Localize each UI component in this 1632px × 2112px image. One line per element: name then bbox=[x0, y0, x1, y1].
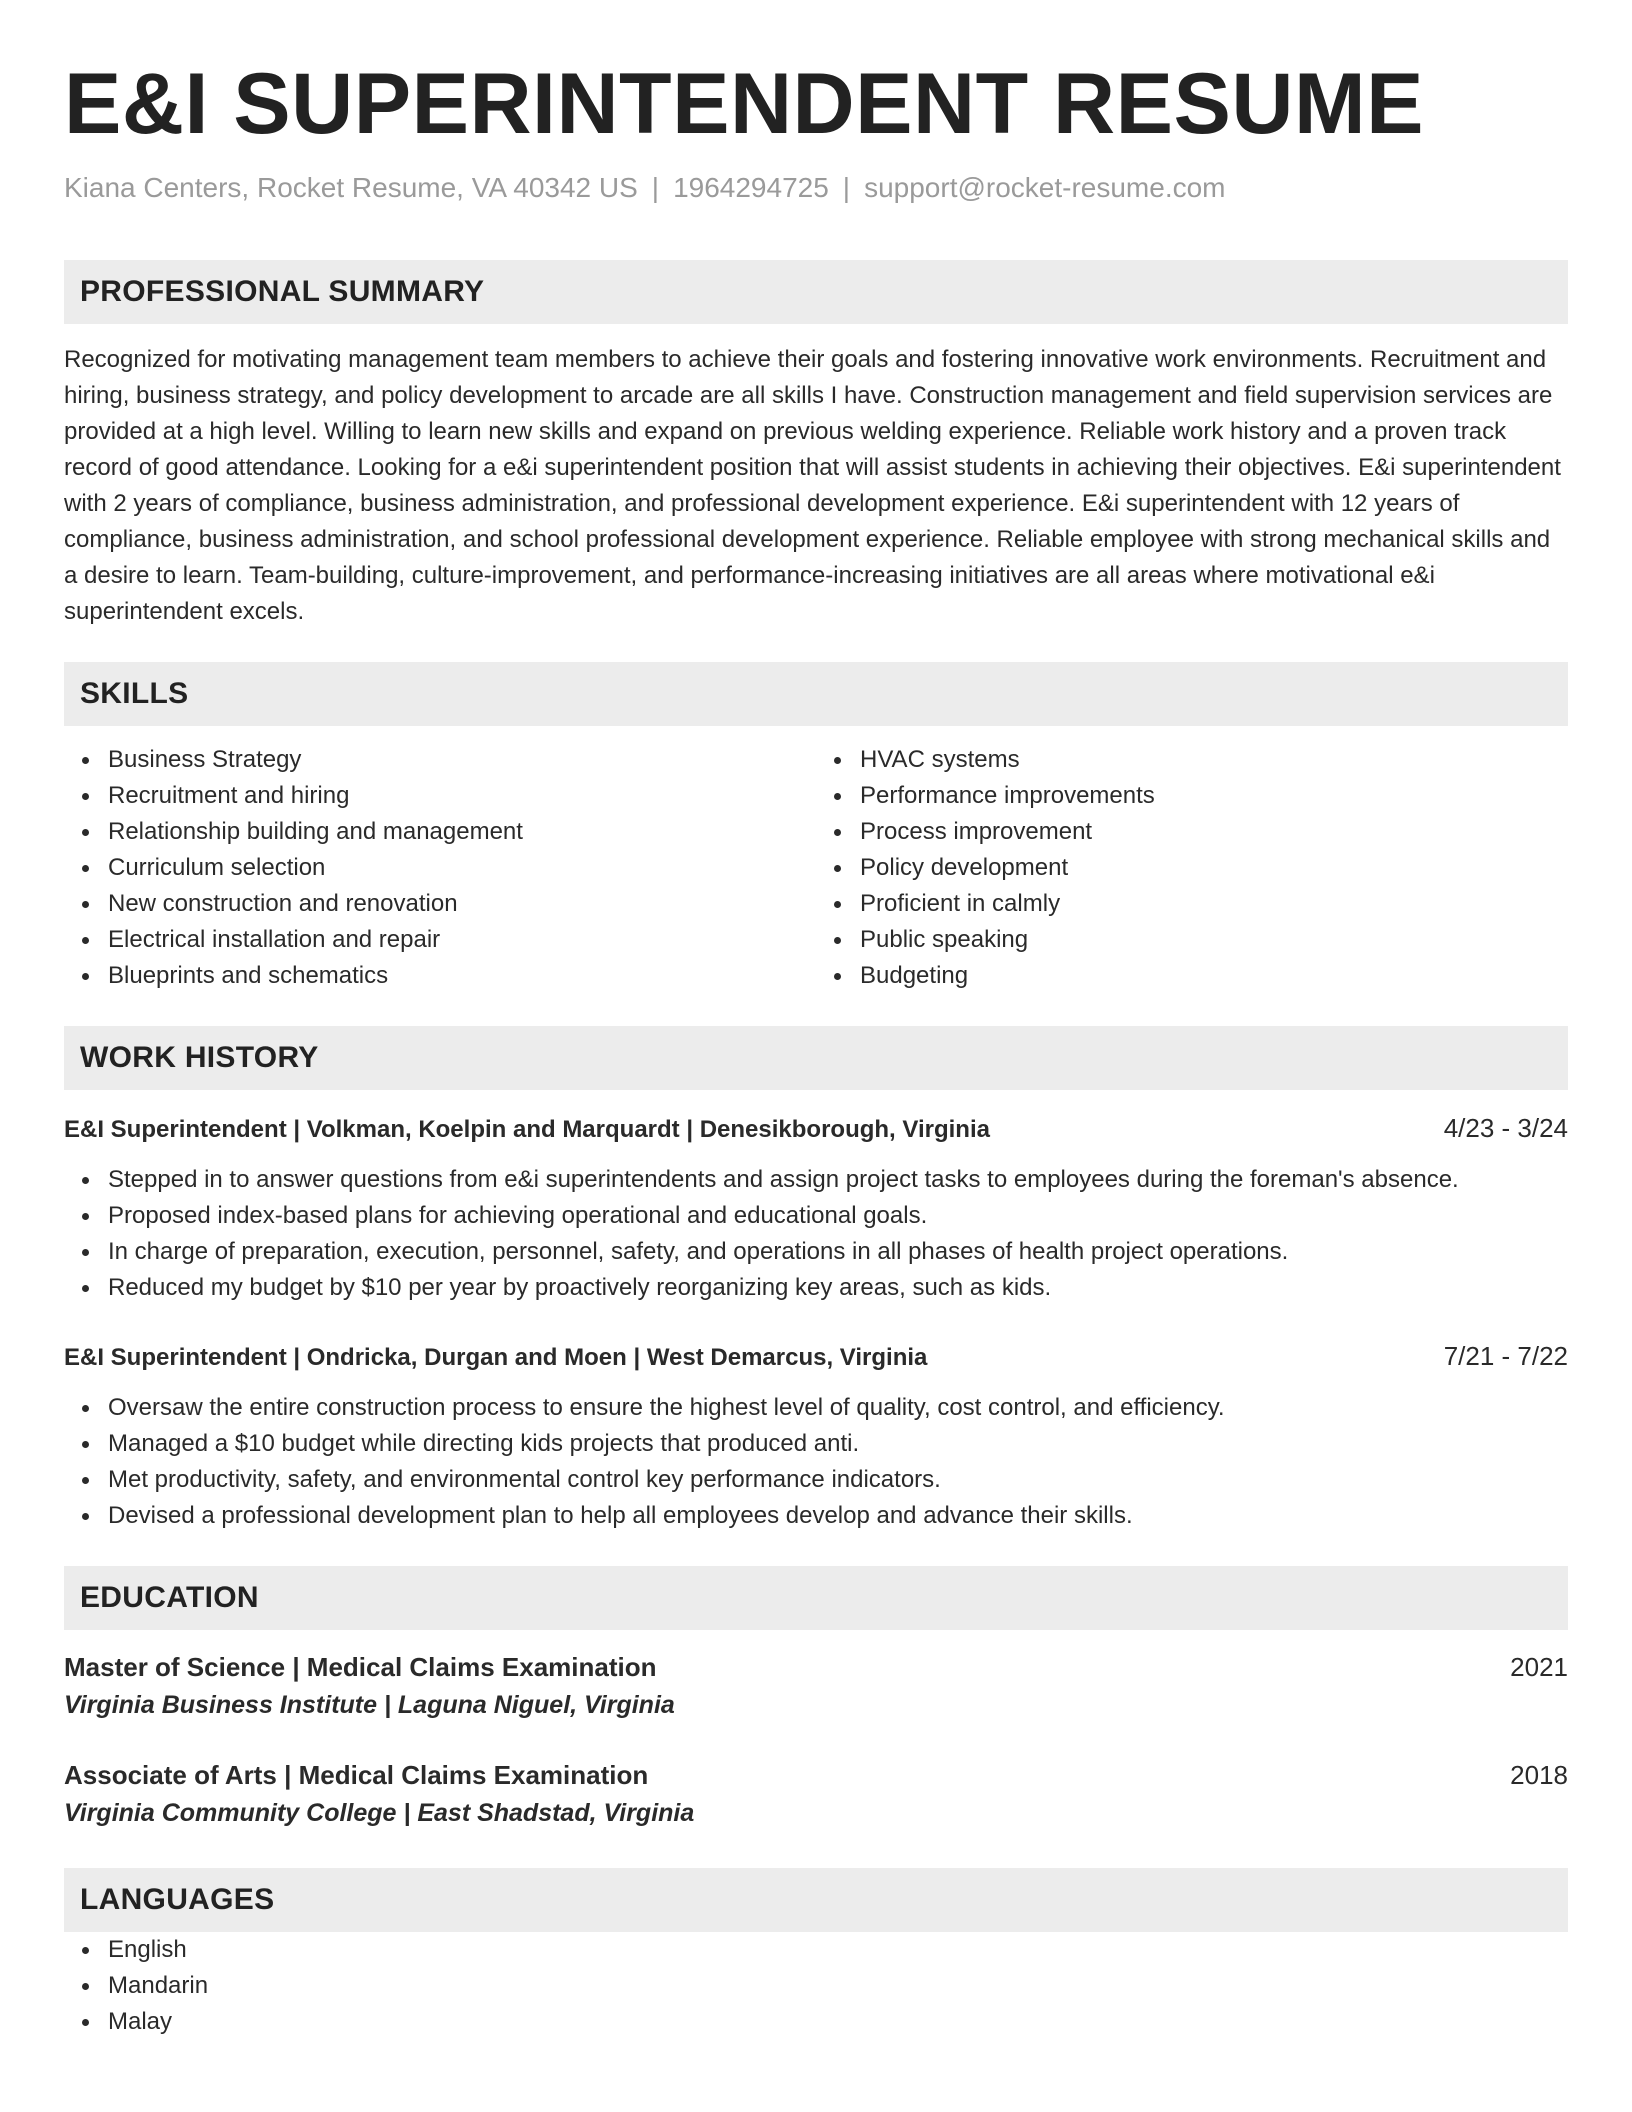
summary-text: Recognized for motivating management team members to achieve their goals and fostering innovative work environments. Recruitment and hiring, business strategy, and policy development to arcade are all skills I have. Construction management and field supervision services are provided at a high level. Willing to learn new skills and expand on previous welding experience. Reliable work history and a proven track record of good attendance. Looking for a e&i superintendent position that will assist students in achieving their objectives. E&i superintendent with 2 years of compliance, business administration, and professional development experience. E&i superintendent with 12 years of compliance, business administration, and school professional development experience. Reliable employee with strong mechanical skills and a desire to learn. Team-building, culture-improvement, and performance-increasing initiatives are all areas where motivational e&i superintendent excels. bbox=[64, 346, 1561, 625]
job-bullet: Met productivity, safety, and environmental control key performance indicators. bbox=[108, 1462, 1568, 1498]
job-bullet: Managed a $10 budget while directing kids projects that produced anti. bbox=[108, 1426, 1568, 1462]
school: Virginia Business Institute | Laguna Niguel, Virginia bbox=[64, 1691, 675, 1719]
skill-item: Curriculum selection bbox=[108, 850, 816, 886]
skill-item: New construction and renovation bbox=[108, 886, 816, 922]
education-entry bbox=[64, 1756, 1568, 1832]
job-title: E&I Superintendent | Ondricka, Durgan and Moen | West Demarcus, Virginia bbox=[64, 1344, 928, 1371]
skill-item: HVAC systems bbox=[860, 742, 1568, 778]
job-dates: 7/21 - 7/22 bbox=[1443, 1341, 1568, 1371]
skill-item: Recruitment and hiring bbox=[108, 778, 816, 814]
skill-item: Blueprints and schematics bbox=[108, 958, 816, 994]
skills-column-left bbox=[64, 742, 816, 994]
contact-phone: 1964294725 bbox=[673, 172, 829, 203]
resume-title: E&I SUPERINTENDENT RESUME bbox=[64, 56, 1424, 152]
skill-item: Policy development bbox=[860, 850, 1568, 886]
section-heading-languages: LANGUAGES bbox=[64, 1868, 1568, 1932]
skill-item: Electrical installation and repair bbox=[108, 922, 816, 958]
education-header bbox=[64, 1756, 1568, 1794]
job-bullets bbox=[64, 1390, 1568, 1534]
education-header bbox=[64, 1648, 1568, 1686]
skills-column-right bbox=[816, 742, 1568, 994]
skills-grid bbox=[64, 742, 1568, 994]
job-title: E&I Superintendent | Volkman, Koelpin and Marquardt | Denesikborough, Virginia bbox=[64, 1116, 990, 1143]
job-dates: 4/23 - 3/24 bbox=[1443, 1113, 1568, 1143]
skill-item: Relationship building and management bbox=[108, 814, 816, 850]
contact-line bbox=[64, 168, 1568, 208]
job-bullet: Devised a professional development plan to help all employees develop and advance their skills. bbox=[108, 1498, 1568, 1534]
language-item: English bbox=[108, 1932, 1568, 1968]
skill-item: Budgeting bbox=[860, 958, 1568, 994]
job-bullets bbox=[64, 1162, 1568, 1306]
job-bullet: Oversaw the entire construction process to ensure the highest level of quality, cost control, and efficiency. bbox=[108, 1390, 1568, 1426]
education-entry bbox=[64, 1648, 1568, 1724]
section-heading-work-history: WORK HISTORY bbox=[64, 1026, 1568, 1090]
section-heading-skills: SKILLS bbox=[64, 662, 1568, 726]
language-item: Mandarin bbox=[108, 1968, 1568, 2004]
job-bullet: In charge of preparation, execution, personnel, safety, and operations in all phases of health project operations. bbox=[108, 1234, 1568, 1270]
job-entry bbox=[64, 1110, 1568, 1306]
school: Virginia Community College | East Shadstad, Virginia bbox=[64, 1799, 695, 1827]
contact-separator: | bbox=[651, 172, 660, 203]
graduation-year: 2021 bbox=[1510, 1652, 1568, 1682]
skill-item: Proficient in calmly bbox=[860, 886, 1568, 922]
job-header bbox=[64, 1338, 1568, 1376]
language-item: Malay bbox=[108, 2004, 1568, 2040]
degree: Associate of Arts | Medical Claims Examination bbox=[64, 1760, 649, 1790]
skill-item: Process improvement bbox=[860, 814, 1568, 850]
section-heading-education: EDUCATION bbox=[64, 1566, 1568, 1630]
contact-email: support@rocket-resume.com bbox=[864, 172, 1226, 203]
job-bullet: Reduced my budget by $10 per year by proactively reorganizing key areas, such as kids. bbox=[108, 1270, 1568, 1306]
job-header bbox=[64, 1110, 1568, 1148]
section-heading-summary: PROFESSIONAL SUMMARY bbox=[64, 260, 1568, 324]
graduation-year: 2018 bbox=[1510, 1760, 1568, 1790]
skill-item: Business Strategy bbox=[108, 742, 816, 778]
degree: Master of Science | Medical Claims Examination bbox=[64, 1652, 657, 1682]
job-bullet: Stepped in to answer questions from e&i superintendents and assign project tasks to employees during the foreman's absence. bbox=[108, 1162, 1568, 1198]
skill-item: Performance improvements bbox=[860, 778, 1568, 814]
skill-item: Public speaking bbox=[860, 922, 1568, 958]
job-entry bbox=[64, 1338, 1568, 1534]
contact-separator: | bbox=[842, 172, 851, 203]
languages-list bbox=[64, 1932, 1568, 2040]
contact-address: Kiana Centers, Rocket Resume, VA 40342 US bbox=[64, 172, 638, 203]
job-bullet: Proposed index-based plans for achieving operational and educational goals. bbox=[108, 1198, 1568, 1234]
